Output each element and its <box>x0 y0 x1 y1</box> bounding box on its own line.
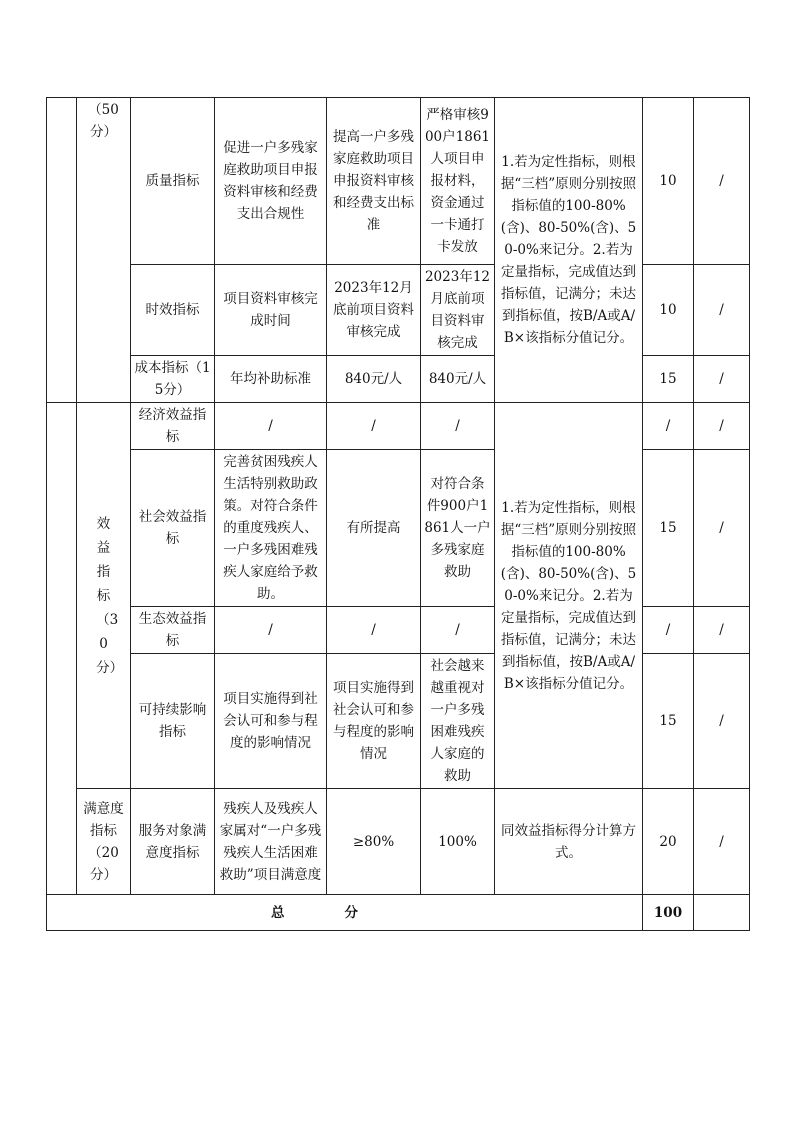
ecological-actual: / <box>421 607 495 654</box>
ecological-target: / <box>327 607 421 654</box>
satisfaction-target: ≥80% <box>327 789 421 895</box>
method-benefit: 1.若为定性指标，则根据“三档”原则分别按照指标值的100-80%(含)、80-50%(含)、50-0%来记分。2.若为定量指标，完成值达到指标值，记满分；未达到指标值，按B/A或A/B×该指标分值记分。 <box>495 403 643 789</box>
cost-target: 840元/人 <box>327 356 421 403</box>
social-actual: 对符合条件900户1861人一户多残家庭救助 <box>421 450 495 607</box>
performance-score-table <box>46 97 750 931</box>
satisfaction-label: 服务对象满意度指标 <box>131 789 215 895</box>
cost-weight: 15 <box>643 356 694 403</box>
economic-weight: / <box>643 403 694 450</box>
total-weight: 100 <box>643 895 694 931</box>
level1-cell-2 <box>47 403 77 895</box>
ecological-weight: / <box>643 607 694 654</box>
table-row <box>47 98 750 265</box>
quality-actual: 严格审核900户1861人项目申报材料，资金通过一卡通打卡发放 <box>421 98 495 265</box>
satisfaction-method: 同效益指标得分计算方式。 <box>495 789 643 895</box>
total-row <box>47 895 750 931</box>
output-dim-score: （50分） <box>77 98 131 403</box>
table-row <box>47 450 750 607</box>
timeliness-weight: 10 <box>643 265 694 356</box>
quality-score: / <box>694 98 750 265</box>
economic-score: / <box>694 403 750 450</box>
quality-target: 提高一户多残家庭救助项目申报资料审核和经费支出标准 <box>327 98 421 265</box>
economic-label: 经济效益指标 <box>131 403 215 450</box>
satisfaction-actual: 100% <box>421 789 495 895</box>
table-row <box>47 654 750 789</box>
method-output: 1.若为定性指标，则根据“三档”原则分别按照指标值的100-80%(含)、80-50%(含)、50-0%来记分。2.若为定量指标，完成值达到指标值，记满分；未达到指标值，按B/A或A/B×该指标分值记分。 <box>495 98 643 403</box>
satisfaction-dim: 满意度指标（20分） <box>77 789 131 895</box>
sustainable-target: 项目实施得到社会认可和参与程度的影响情况 <box>327 654 421 789</box>
satisfaction-weight: 20 <box>643 789 694 895</box>
sustainable-actual: 社会越来越重视对一户多残困难残疾人家庭的救助 <box>421 654 495 789</box>
total-label: 总分 <box>47 895 643 931</box>
quality-label: 质量指标 <box>131 98 215 265</box>
benefit-dim-label: 效益指标（30分） <box>96 515 124 676</box>
ecological-score: / <box>694 607 750 654</box>
social-weight: 15 <box>643 450 694 607</box>
sustainable-score: / <box>694 654 750 789</box>
economic-content: / <box>215 403 327 450</box>
ecological-content: / <box>215 607 327 654</box>
table-row <box>47 265 750 356</box>
table-row <box>47 607 750 654</box>
cost-actual: 840元/人 <box>421 356 495 403</box>
table-row <box>47 789 750 895</box>
level1-cell <box>47 98 77 403</box>
total-score <box>694 895 750 931</box>
quality-content: 促进一户多残家庭救助项目申报资料审核和经费支出合规性 <box>215 98 327 265</box>
timeliness-content: 项目资料审核完成时间 <box>215 265 327 356</box>
economic-target: / <box>327 403 421 450</box>
ecological-label: 生态效益指标 <box>131 607 215 654</box>
quality-weight: 10 <box>643 98 694 265</box>
sustainable-content: 项目实施得到社会认可和参与程度的影响情况 <box>215 654 327 789</box>
social-label: 社会效益指标 <box>131 450 215 607</box>
timeliness-actual: 2023年12月底前项目资料审核完成 <box>421 265 495 356</box>
satisfaction-content: 残疾人及残疾人家属对“一户多残残疾人生活困难救助”项目满意度 <box>215 789 327 895</box>
cost-label: 成本指标（15分） <box>131 356 215 403</box>
table-row <box>47 403 750 450</box>
social-score: / <box>694 450 750 607</box>
social-target: 有所提高 <box>327 450 421 607</box>
cost-content: 年均补助标准 <box>215 356 327 403</box>
satisfaction-score: / <box>694 789 750 895</box>
social-content: 完善贫困残疾人生活特别救助政策。对符合条件的重度残疾人、一户多残困难残疾人家庭给予救助。 <box>215 450 327 607</box>
sustainable-weight: 15 <box>643 654 694 789</box>
sustainable-label: 可持续影响指标 <box>131 654 215 789</box>
timeliness-target: 2023年12月底前项目资料审核完成 <box>327 265 421 356</box>
benefit-dim <box>77 403 131 789</box>
timeliness-label: 时效指标 <box>131 265 215 356</box>
table-row <box>47 356 750 403</box>
cost-score: / <box>694 356 750 403</box>
timeliness-score: / <box>694 265 750 356</box>
economic-actual: / <box>421 403 495 450</box>
